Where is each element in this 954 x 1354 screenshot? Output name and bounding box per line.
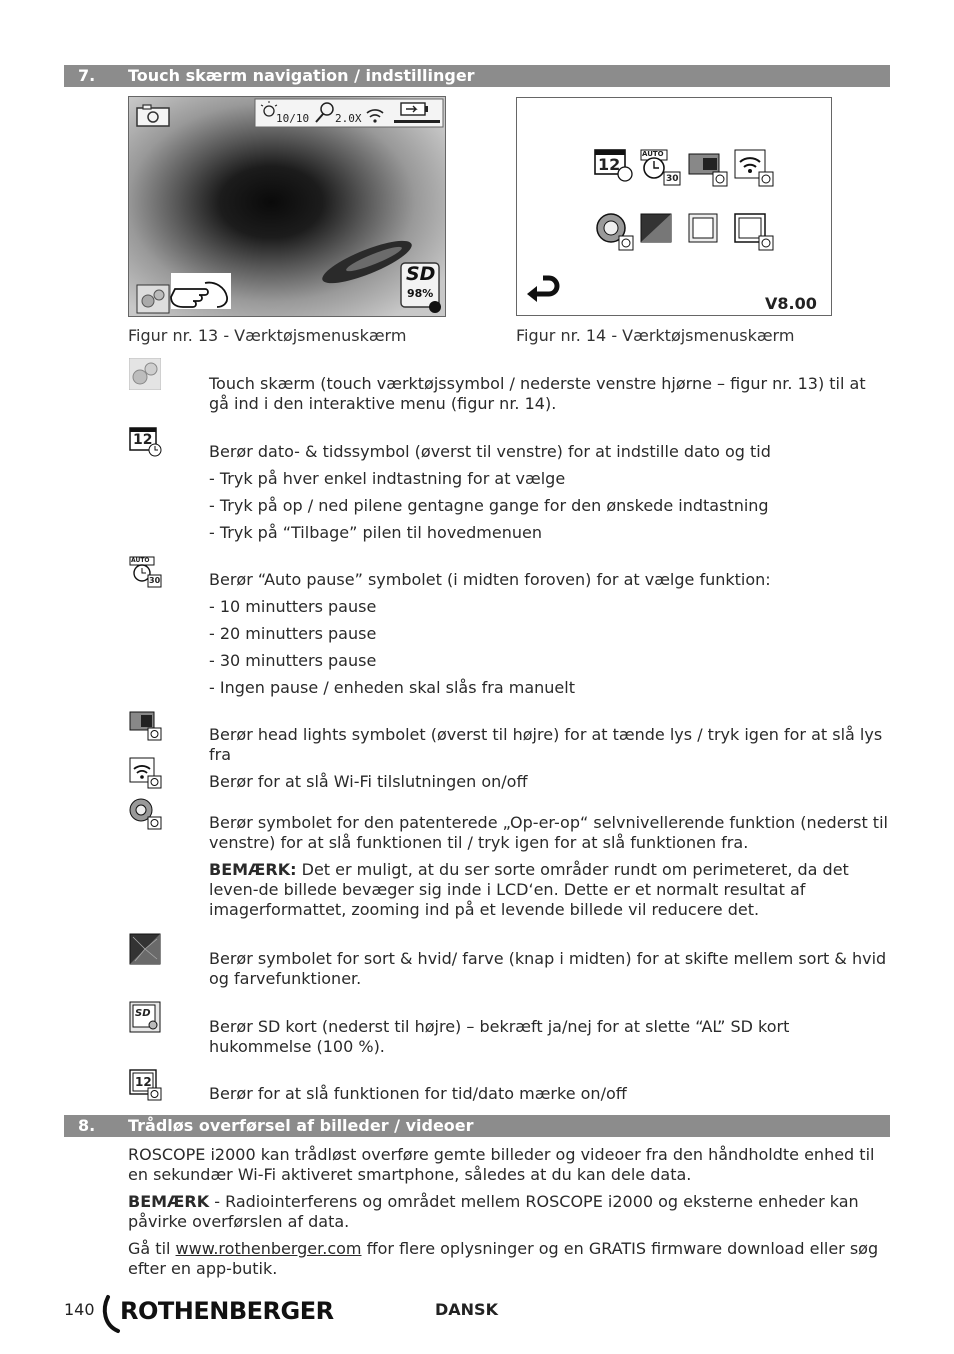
- sd-delete-icon[interactable]: [689, 214, 717, 242]
- wifi-toggle-icon[interactable]: [735, 150, 773, 186]
- date-stamp-description: Berør for at slå funktionen for tid/dato mærke on/off: [209, 1084, 627, 1103]
- black-white-icon: [129, 933, 161, 965]
- auto-icon-label: AUTO: [642, 150, 664, 158]
- date-stamp-icon: [129, 1069, 161, 1101]
- auto-pause-description: Berør “Auto pause” symbolet (i midten foroven) for at vælge funktion: - 10 minutters pause - 20 minutters pause - 30 minutters pause - Ingen pause / enheden skal slås fra manuelt: [209, 570, 771, 697]
- page-number: 140: [64, 1300, 95, 1319]
- black-white-description: Berør symbolet for sort & hvid/ farve (knap i midten) for at skifte mellem sort & hvid og farvefunktioner.: [209, 949, 887, 988]
- light-level-readout: 10/10: [276, 112, 310, 125]
- wireless-note: [128, 1192, 888, 1232]
- camera-icon[interactable]: [137, 105, 169, 126]
- note-label: BEMÆRK: [128, 1192, 210, 1211]
- note-label: BEMÆRK:: [209, 860, 297, 879]
- auto-pause-icon: [129, 556, 161, 588]
- wifi-description: Berør for at slå Wi-Fi tilslutningen on/off: [209, 772, 528, 791]
- sd-card-icon: [129, 1001, 161, 1033]
- wireless-paragraph: ROSCOPE i2000 kan trådløst overføre gemte billeder og videoer fra den håndholdte enhed til en sekundær Wi-Fi aktiveret smartphone, således at du kan dele data.: [128, 1145, 875, 1184]
- head-light-icon[interactable]: [689, 154, 727, 186]
- section-title: Trådløs overførsel af billeder / videoer: [128, 1116, 474, 1135]
- section-8-header: [64, 1115, 890, 1137]
- self-leveling-icon: [129, 798, 161, 830]
- note-text: - Radiointerferens og området mellem ROSCOPE i2000 og eksterne enheder kan påvirke overførslen af data.: [128, 1192, 859, 1231]
- stamp-icon-label: 12: [135, 1075, 152, 1089]
- head-light-description: Berør head lights symbolet (øverst til højre) for at tænde lys / tryk igen for at slå lys fra: [209, 725, 883, 764]
- website-paragraph: Gå til www.rothenberger.com ffor flere oplysninger og en GRATIS firmware download eller søg efter en app-butik.: [128, 1239, 879, 1278]
- date-icon-label: 12: [133, 432, 153, 448]
- figure-14-screen: [516, 97, 832, 316]
- camera-view: [129, 97, 445, 316]
- section-8-body: [128, 1145, 888, 1286]
- section-title: Touch skærm navigation / indstillinger: [128, 66, 475, 85]
- auto-label: AUTO: [131, 557, 150, 564]
- section-7-header: [64, 65, 890, 87]
- date-stamp-icon[interactable]: [735, 214, 773, 250]
- note-text: Det er muligt, at du ser sorte områder rundt om perimeteret, da det leven-de billede bevæger sig inde i LCD‘en. Dette er et normalt resultat af imagerformattet, zooming ind på et levende billede vil reducere det.: [209, 860, 849, 919]
- sd-icon-label: SD: [135, 1008, 151, 1019]
- auto-30-label: 30: [149, 576, 161, 585]
- auto-30-label: 30: [666, 174, 679, 184]
- back-arrow-icon[interactable]: [527, 278, 557, 302]
- date-icon-label: 12: [598, 155, 621, 174]
- date-time-icon: [129, 426, 161, 458]
- tools-description: Touch skærm (touch værktøjssymbol / nederste venstre hjørne – figur nr. 13) til at gå ind i den interaktive menu (figur nr. 14).: [209, 374, 866, 413]
- head-light-icon: [129, 710, 161, 742]
- self-leveling-description: Berør symbolet for den patenterede „Op-er-op“ selvnivellerende funktion (nederst til venstre) for at slå funktionen til / tryk igen for at slå funktionen fra. BEMÆRK: Det er muligt, at du ser sorte områder rundt om perimeteret, da det leven-de billede bevæger sig inde i LCD‘en. Dette er et normalt resultat af imagerformattet, zooming ind på et levende billede vil reducere det.: [209, 813, 888, 919]
- section-number: 8.: [78, 1116, 96, 1135]
- sd-percent: 98%: [407, 287, 434, 300]
- sd-label: SD: [406, 263, 436, 285]
- brand-name: ROTHENBERGER: [120, 1297, 334, 1325]
- section-number: 7.: [78, 66, 96, 85]
- rothenberger-logo: [100, 1293, 350, 1341]
- figure-13-screen: [128, 96, 446, 317]
- black-white-icon[interactable]: [641, 214, 671, 242]
- self-leveling-icon[interactable]: [597, 214, 633, 250]
- figure-14-caption: Figur nr. 14 - Værktøjsmenuskærm: [516, 326, 795, 345]
- language-label: DANSK: [435, 1300, 498, 1319]
- date-description: Berør dato- & tidssymbol (øverst til venstre) for at indstille dato og tid - Tryk på hver enkel indtastning for at vælge - Tryk på op / ned pilene gentagne gange for den ønskede indtastning - Tryk på “Tilbage” pilen til hovedmenuen: [209, 442, 771, 542]
- tool-menu-grid: [517, 98, 831, 315]
- wifi-toggle-icon: [129, 757, 161, 789]
- firmware-version: V8.00: [765, 294, 817, 313]
- gear-icon: [129, 358, 161, 390]
- rothenberger-website-link[interactable]: www.rothenberger.com: [175, 1239, 362, 1258]
- zoom-readout: 2.0X: [335, 112, 362, 125]
- figure-13-caption: Figur nr. 13 - Værktøjsmenuskærm: [128, 326, 407, 345]
- sd-description: Berør SD kort (nederst til højre) – bekræft ja/nej for at slette “AL” SD kort hukommelse (100 %).: [209, 1017, 790, 1056]
